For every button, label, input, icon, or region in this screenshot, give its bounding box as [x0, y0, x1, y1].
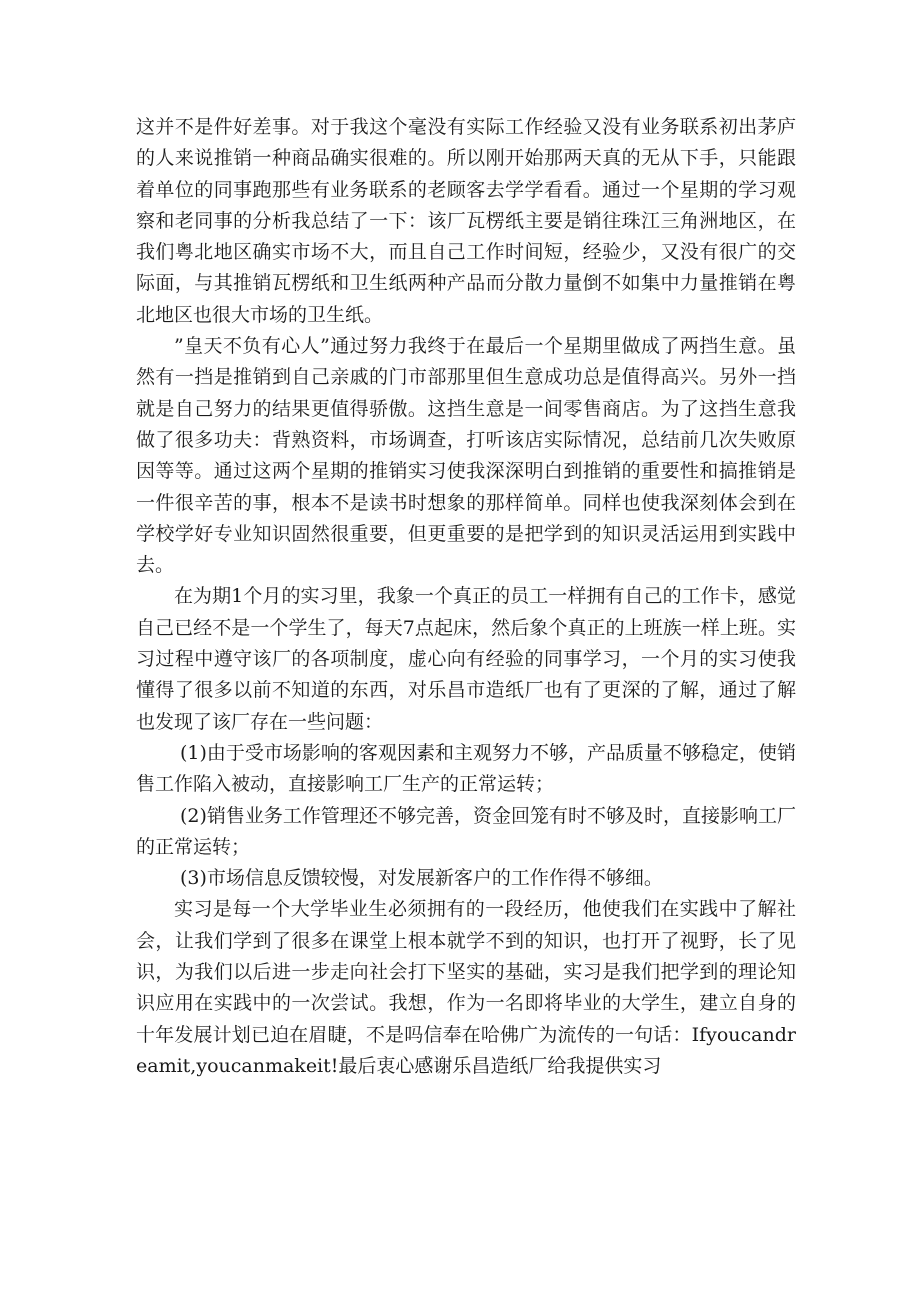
- paragraph-1: 这并不是件好差事。对于我这个毫没有实际工作经验又没有业务联系初出茅庐的人来说推销一种商品确实很难的。所以刚开始那两天真的无从下手，只能跟着单位的同事跑那些有业务联系的老顾客去学学看看。通过一个星期的学习观察和老同事的分析我总结了一下：该厂瓦楞纸主要是销往珠江三角洲地区，在我们粤北地区确实市场不大，而且自己工作时间短，经验少，又没有很广的交际面，与其推销瓦楞纸和卫生纸两种产品而分散力量倒不如集中力量推销在粤北地区也很大市场的卫生纸。: [136, 116, 796, 326]
- list-item-2: (2)销售业务工作管理还不够完善，资金回笼有时不够及时，直接影响工厂的正常运转；: [136, 804, 796, 858]
- paragraph-2: ”皇天不负有心人”通过努力我终于在最后一个星期里做成了两挡生意。虽然有一挡是推销到自己亲戚的门市部那里但生意成功总是值得高兴。另外一挡就是自己努力的结果更值得骄傲。这挡生意是一间零售商店。为了这挡生意我做了很多功夫：背熟资料，市场调查，打听该店实际情况，总结前几次失败原因等等。通过这两个星期的推销实习使我深深明白到推销的重要性和搞推销是一件很辛苦的事，根本不是读书时想象的那样简单。同样也使我深刻体会到在学校学好专业知识固然很重要，但更重要的是把学到的知识灵活运用到实践中去。: [136, 335, 796, 577]
- paragraph-3: 在为期1个月的实习里，我象一个真正的员工一样拥有自己的工作卡，感觉自己已经不是一个学生了，每天7点起床，然后象个真正的上班族一样上班。实习过程中遵守该厂的各项制度，虚心向有经验的同事学习，一个月的实习使我懂得了很多以前不知道的东西，对乐昌市造纸厂也有了更深的了解，通过了解也发现了该厂存在一些问题：: [136, 585, 796, 733]
- document-body: [136, 112, 796, 1082]
- paragraph-4: 实习是每一个大学毕业生必须拥有的一段经历，他使我们在实践中了解社会，让我们学到了很多在课堂上根本就学不到的知识，也打开了视野，长了见识，为我们以后进一步走向社会打下坚实的基础，实习是我们把学到的理论知识应用在实践中的一次尝试。我想，作为一名即将毕业的大学生，建立自身的十年发展计划已迫在眉睫，不是吗信奉在哈佛广为流传的一句话：Ifyoucandreamit,youcanmakeit!最后衷心感谢乐昌造纸厂给我提供实习: [136, 898, 796, 1077]
- list-item-1: (1)由于受市场影响的客观因素和主观努力不够，产品质量不够稳定，使销售工作陷入被动，直接影响工厂生产的正常运转；: [136, 741, 796, 796]
- list-item-3: (3)市场信息反馈较慢，对发展新客户的工作作得不够细。: [180, 867, 663, 890]
